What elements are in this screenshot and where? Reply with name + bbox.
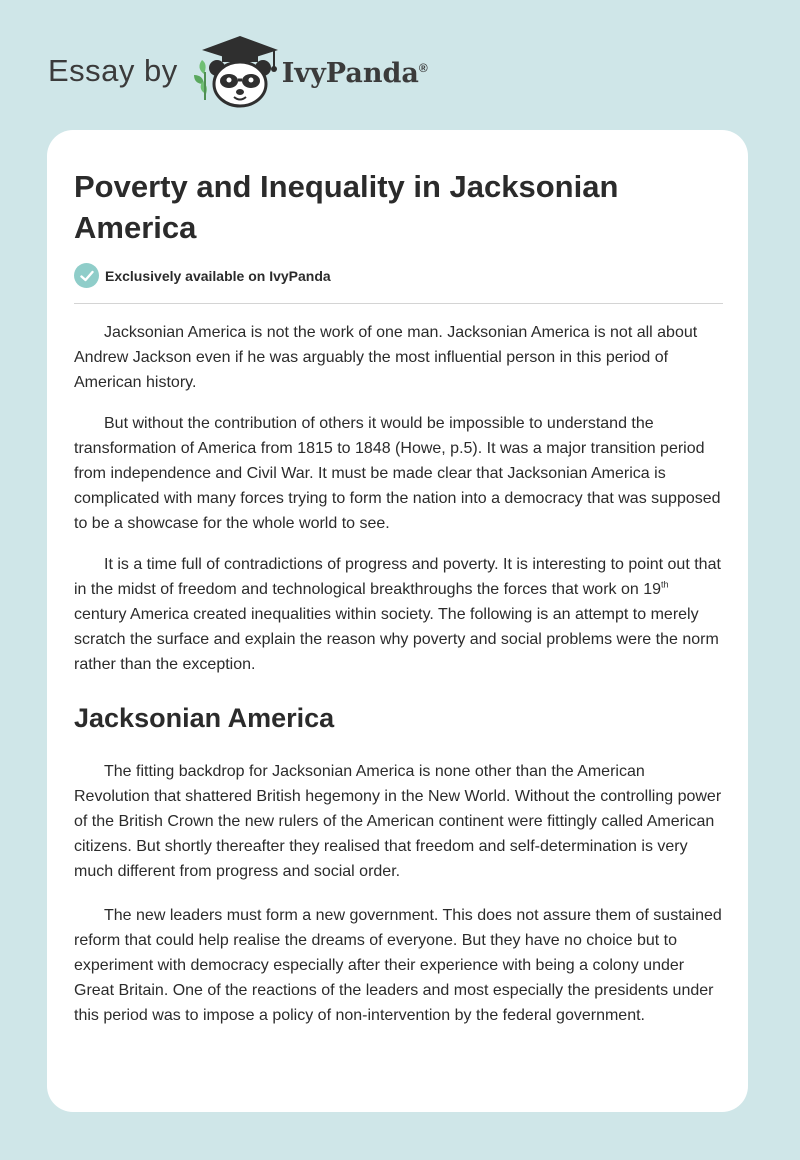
- paragraph-text: century America created inequalities within society. The following is an attempt to merely scratch the surface and explain the reason why poverty and social problems were the norm rather than the exception.: [74, 606, 719, 673]
- ivypanda-logo-icon[interactable]: [192, 34, 288, 108]
- paragraph: Jacksonian America is not the work of one man. Jacksonian America is not all about Andrew Jackson even if he was arguably the most influential person in this period of American history.: [74, 324, 698, 391]
- exclusive-badge: [74, 263, 331, 288]
- checkmark-icon: [74, 263, 99, 288]
- paragraph-text: It is a time full of contradictions of progress and poverty. It is interesting to point out that in the midst of freedom and technological breakthroughs the forces that work on 19: [74, 556, 721, 598]
- paragraph: The new leaders must form a new government. This does not assure them of sustained reform that could help realise the dreams of everyone. But they have no choice but to experiment with democracy especially after their experience with being a colony under Great Britain. One of the reactions of the leaders and most especially the presidents under this period was to impose a policy of non-intervention by the federal government.: [74, 907, 722, 1024]
- paragraph: [74, 552, 724, 677]
- brand-text: IvyPanda: [281, 57, 419, 89]
- page-title: Poverty and Inequality in Jacksonian America: [74, 169, 619, 245]
- divider: [74, 303, 723, 304]
- superscript: th: [661, 579, 669, 590]
- site-header: [48, 34, 428, 108]
- paragraph: The fitting backdrop for Jacksonian America is none other than the American Revolution that shattered British hegemony in the New World. Without the controlling power of the British Crown the new rulers of the American continent were fittingly called American citizens. But shortly thereafter they realised that freedom and self-determination is very much different from progress and social order.: [74, 763, 722, 880]
- brand-name[interactable]: [282, 58, 428, 89]
- exclusive-label: Exclusively available on IvyPanda: [105, 267, 331, 284]
- essay-card: [47, 130, 748, 1112]
- essay-body: [74, 320, 724, 1047]
- section-heading: Jacksonian America: [74, 703, 335, 733]
- essay-by-label: Essay by: [48, 53, 178, 88]
- paragraph: But without the contribution of others it would be impossible to understand the transformation of America from 1815 to 1848 (Howe, p.5). It was a major transition period from independence and Civil War. It must be made clear that Jacksonian America is complicated with many forces trying to form the nation into a democracy that was supposed to be a showcase for the whole world to see.: [74, 415, 721, 532]
- registered-mark: ®: [418, 60, 428, 75]
